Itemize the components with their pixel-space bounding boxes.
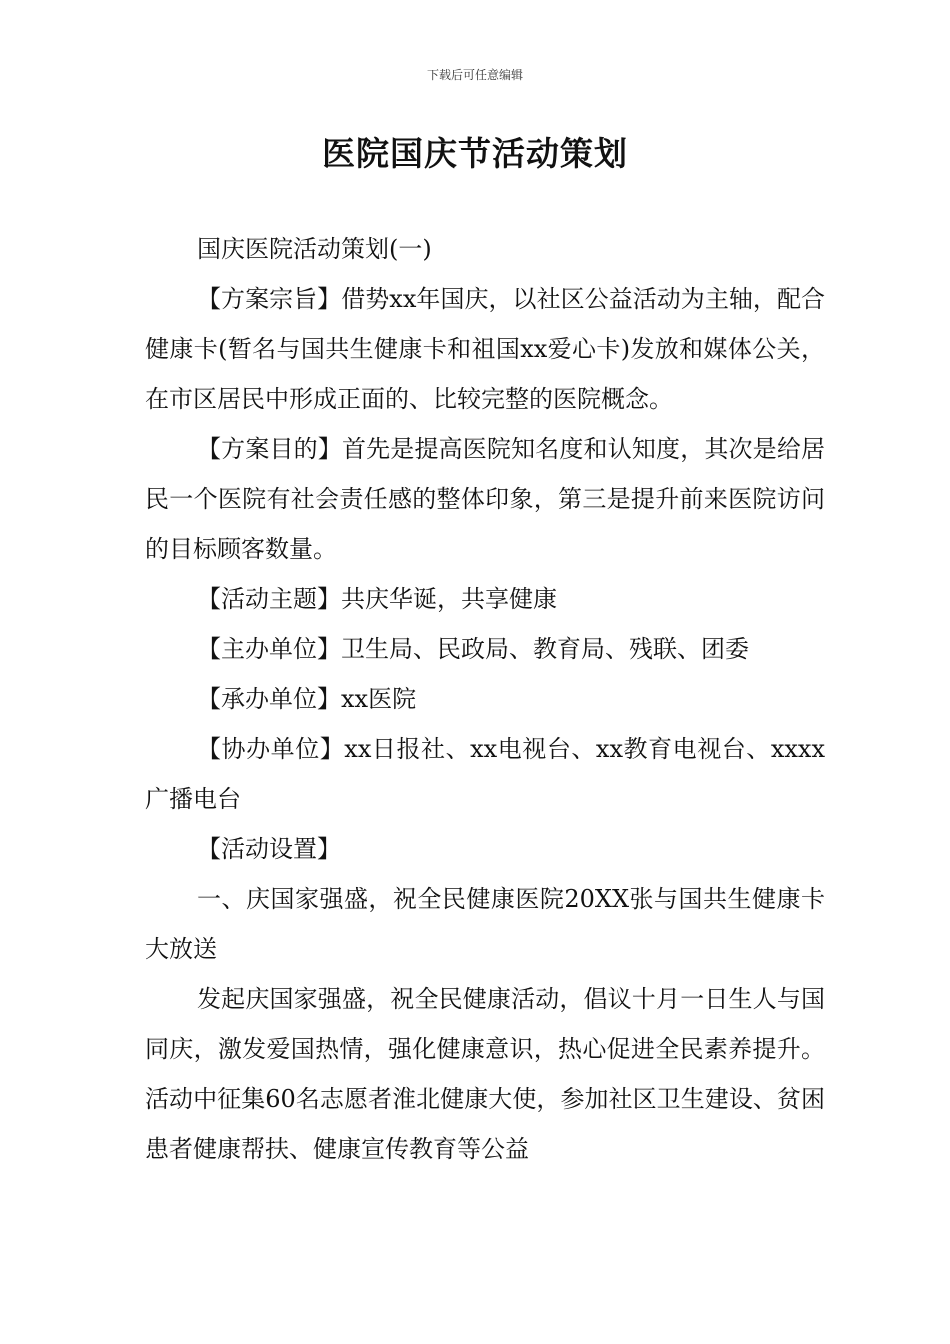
paragraph-host: 【承办单位】xx医院 — [197, 685, 417, 713]
paragraph-activity-setup: 【活动设置】 — [197, 835, 341, 863]
paragraph-section-one-detail: 发起庆国家强盛，祝全民健康活动，倡议十月一日生人与国同庆，激发爱国热情，强化健康意识，热心促进全民素养提升。活动中征集60名志愿者淮北健康大使，参加社区卫生建设、贫困患者健康帮扶、健康宣传教育等公益 — [145, 985, 825, 1163]
paragraph-purpose: 【方案宗旨】借势xx年国庆，以社区公益活动为主轴，配合健康卡(暂名与国共生健康卡和祖国xx爱心卡)发放和媒体公关，在市区居民中形成正面的、比较完整的医院概念。 — [145, 285, 825, 413]
document-title: 医院国庆节活动策划 — [322, 134, 628, 173]
header-note: 下载后可任意编辑 — [426, 68, 523, 82]
paragraph-cooperators: 【协办单位】xx日报社、xx电视台、xx教育电视台、xxxx广播电台 — [145, 735, 825, 813]
paragraph-subtitle: 国庆医院活动策划(一) — [197, 235, 432, 263]
paragraph-section-one: 一、庆国家强盛，祝全民健康医院20XX张与国共生健康卡大放送 — [145, 885, 825, 963]
document-body — [145, 224, 825, 1174]
paragraph-theme: 【活动主题】共庆华诞，共享健康 — [197, 585, 557, 613]
paragraph-organizer: 【主办单位】卫生局、民政局、教育局、残联、团委 — [197, 635, 749, 663]
paragraph-goal: 【方案目的】首先是提高医院知名度和认知度，其次是给居民一个医院有社会责任感的整体印象，第三是提升前来医院访问的目标顾客数量。 — [145, 435, 825, 563]
